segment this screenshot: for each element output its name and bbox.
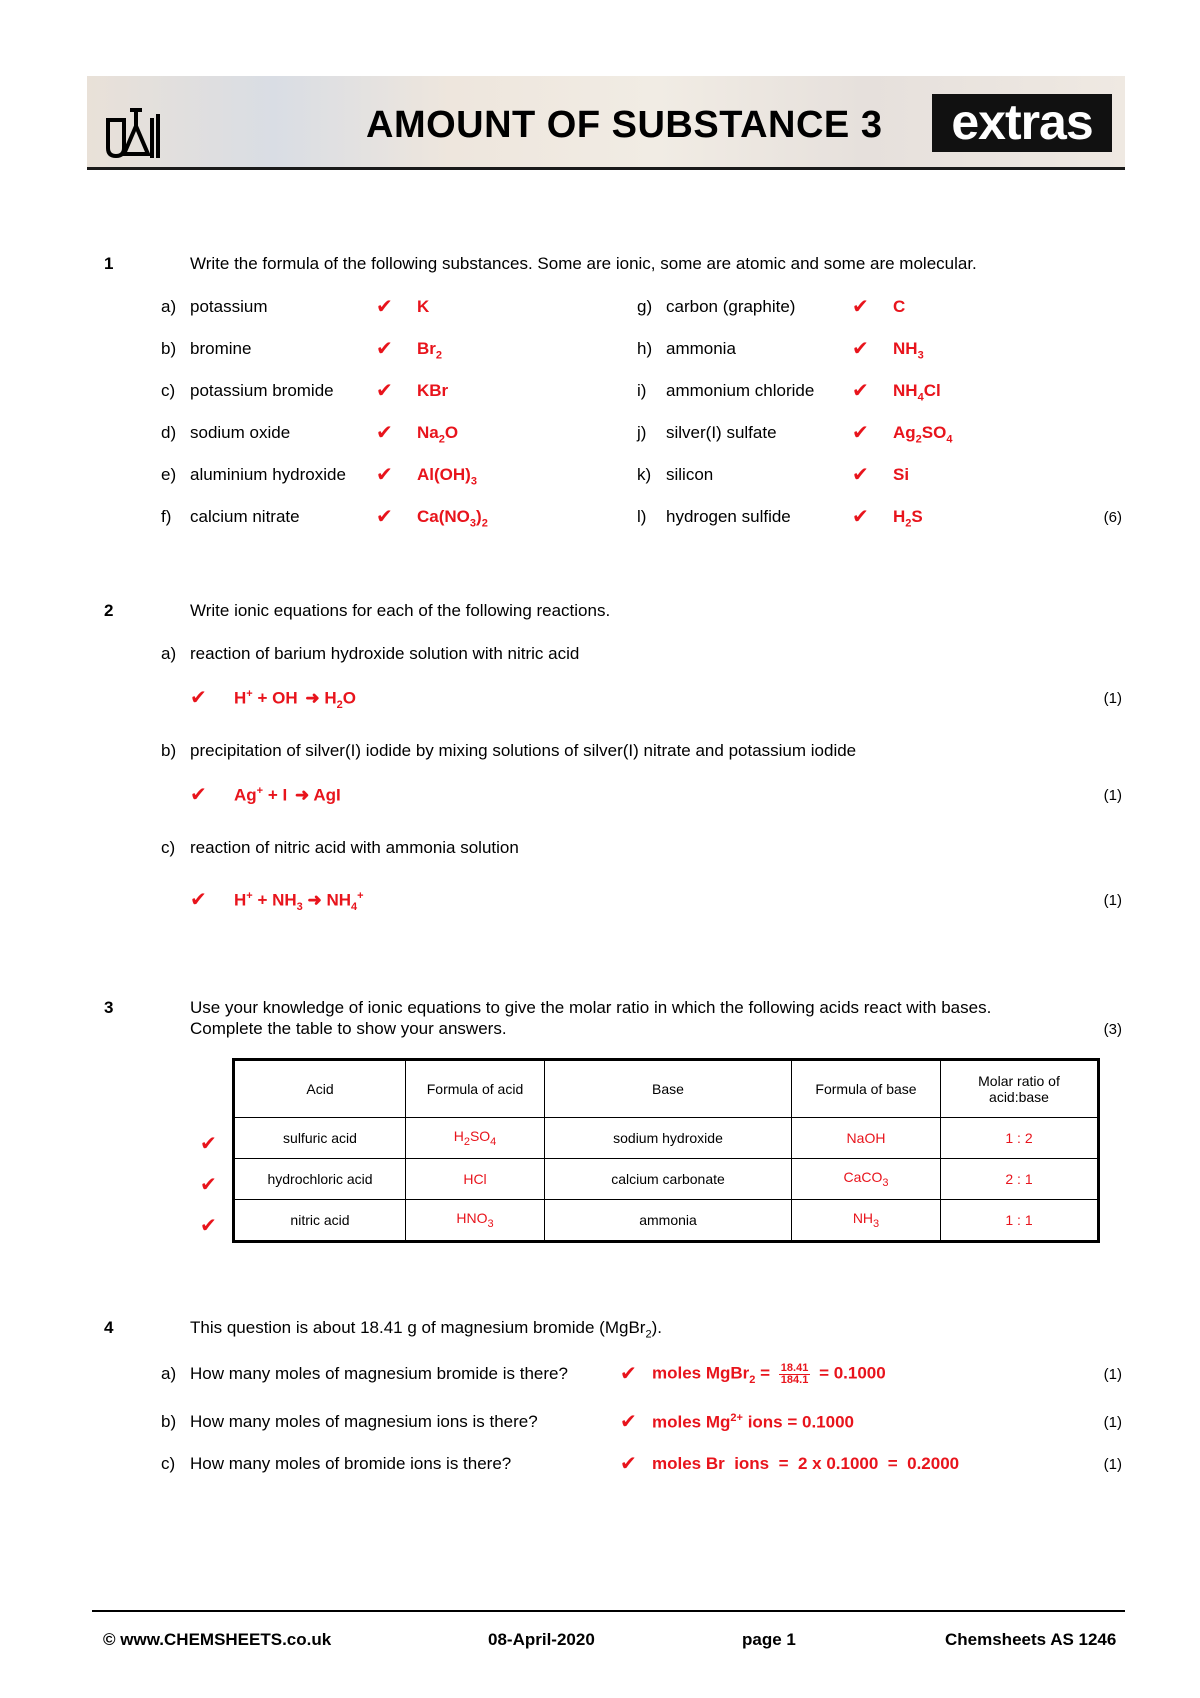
check-icon: ✔ (376, 294, 393, 318)
check-icon: ✔ (852, 336, 869, 360)
q1f-name: calcium nitrate (190, 507, 300, 526)
q1l-name: hydrogen sulfide (666, 507, 791, 526)
q3-marks: (3) (1103, 1021, 1122, 1038)
q4-text: This question is about 18.41 g of magnesium bromide (MgBr$_2$). (190, 1318, 662, 1341)
q1h-label: h) (637, 339, 653, 358)
q4b-answer: moles $Mg^{2+}$ ions = 0.1000 (652, 1412, 855, 1432)
q3-text-line2: Complete the table to show your answers. (190, 1019, 507, 1038)
q1f-label: f) (161, 507, 172, 526)
page-title: AMOUNT OF SUBSTANCE 3 (366, 104, 883, 146)
header-molar-ratio: Molar ratio of acid:base (941, 1060, 1099, 1118)
check-icon: ✔ (376, 378, 393, 402)
base-name: calcium carbonate (545, 1159, 792, 1200)
check-icon: ✔ (852, 378, 869, 402)
molar-ratio: 1 : 2 (941, 1118, 1099, 1159)
q1c-answer: KBr (417, 381, 449, 400)
molar-ratio: 2 : 1 (941, 1159, 1099, 1200)
q1b-label: b) (161, 339, 177, 358)
acid-formula: $H_2SO_4$ (406, 1118, 545, 1159)
q4a-text: How many moles of magnesium bromide is there? (190, 1364, 568, 1383)
check-icon: ✔ (620, 1361, 637, 1385)
q2a-text: reaction of barium hydroxide solution with nitric acid (190, 644, 580, 663)
q1g-name: carbon (graphite) (666, 297, 796, 316)
header-rule (87, 167, 1125, 170)
base-formula: NaOH (792, 1118, 941, 1159)
footer-page: page 1 (742, 1630, 796, 1649)
q1k-label: k) (637, 465, 652, 484)
check-icon: ✔ (376, 504, 393, 528)
q4b-marks: (1) (1103, 1414, 1122, 1431)
q1e-label: e) (161, 465, 177, 484)
q2b-label: b) (161, 741, 177, 760)
q4a-answer: moles MgBr$_2$ = $\frac{18.41}{184.1} = 0.1000$ (652, 1362, 886, 1386)
q2a-label: a) (161, 644, 177, 663)
q1i-answer: $NH_4Cl$ (893, 381, 941, 404)
q1k-name: silicon (666, 465, 714, 484)
base-name: ammonia (545, 1200, 792, 1242)
q4b-text: How many moles of magnesium ions is there? (190, 1412, 538, 1431)
acid-name: hydrochloric acid (234, 1159, 406, 1200)
q2c-marks: (1) (1103, 892, 1122, 909)
q1h-name: ammonia (666, 339, 736, 358)
check-icon: ✔ (376, 336, 393, 360)
check-icon: ✔ (376, 462, 393, 486)
q1f-answer: $Ca(NO_3)_2$ (417, 507, 488, 530)
check-icon: ✔ (200, 1131, 217, 1155)
q4a-marks: (1) (1103, 1366, 1122, 1383)
table-row (234, 1200, 1099, 1242)
molar-ratio: 1 : 1 (941, 1200, 1099, 1242)
q1b-name: bromine (190, 339, 252, 358)
footer-rule (92, 1610, 1125, 1612)
q2-text: Write ionic equations for each of the following reactions. (190, 601, 611, 620)
q1j-name: silver(I) sulfate (666, 423, 777, 442)
q1j-label: j) (637, 423, 647, 442)
q2a-answer: H+ + OH ➜ $H_2O$ (234, 688, 356, 712)
footer-site: © www.CHEMSHEETS.co.uk (103, 1630, 332, 1649)
base-name: sodium hydroxide (545, 1118, 792, 1159)
q1e-name: aluminium hydroxide (190, 465, 346, 484)
q1d-name: sodium oxide (190, 423, 291, 442)
check-icon: ✔ (852, 462, 869, 486)
lab-glassware-icon (102, 106, 170, 162)
q1-text: Write the formula of the following substances. Some are ionic, some are atomic and some are molecular. (190, 254, 977, 273)
q1d-label: d) (161, 423, 177, 442)
q4c-text: How many moles of bromide ions is there? (190, 1454, 512, 1473)
q1-marks: (6) (1103, 509, 1122, 526)
acid-name: sulfuric acid (234, 1118, 406, 1159)
q1h-answer: $NH_3$ (893, 339, 924, 362)
q2c-text: reaction of nitric acid with ammonia solution (190, 838, 519, 857)
q2c-label: c) (161, 838, 176, 857)
check-icon: ✔ (190, 685, 207, 709)
q1i-name: ammonium chloride (666, 381, 815, 400)
acid-formula: HCl (406, 1159, 545, 1200)
q1j-answer: $Ag_2SO_4$ (893, 423, 953, 446)
q1c-name: potassium bromide (190, 381, 334, 400)
footer-date: 08-April-2020 (488, 1630, 595, 1649)
check-icon: ✔ (852, 504, 869, 528)
footer-code: Chemsheets AS 1246 (945, 1630, 1117, 1649)
q1l-label: l) (637, 507, 647, 526)
q4b-label: b) (161, 1412, 177, 1431)
base-formula: $NH_3$ (792, 1200, 941, 1242)
q1k-answer: Si (893, 465, 910, 484)
table-row (234, 1118, 1099, 1159)
acid-formula: $HNO_3$ (406, 1200, 545, 1242)
check-icon: ✔ (376, 420, 393, 444)
q1-number: 1 (104, 254, 114, 273)
q4a-label: a) (161, 1364, 177, 1383)
q4c-marks: (1) (1103, 1456, 1122, 1473)
q4c-label: c) (161, 1454, 176, 1473)
table-header-row (234, 1060, 1099, 1118)
header-formula-base: Formula of base (792, 1060, 941, 1118)
q2c-answer: $H^+ + NH_3$ ➜ $NH_4^+$ (234, 890, 364, 914)
q1a-label: a) (161, 297, 177, 316)
check-icon: ✔ (852, 420, 869, 444)
q2b-marks: (1) (1103, 787, 1122, 804)
q1b-answer: $Br_2$ (417, 339, 443, 362)
q2b-answer: Ag+ + I ➜ AgI (234, 785, 341, 805)
fraction: $\frac{18.41}{184.1}$ (780, 1362, 809, 1386)
acid-name: nitric acid (234, 1200, 406, 1242)
q1c-label: c) (161, 381, 176, 400)
q2b-text: precipitation of silver(I) iodide by mixing solutions of silver(I) nitrate and potassium iodide (190, 741, 857, 760)
q1a-answer: K (417, 297, 430, 316)
q1e-answer: $Al(OH)_3$ (417, 465, 477, 488)
check-icon: ✔ (620, 1409, 637, 1433)
check-icon: ✔ (200, 1213, 217, 1237)
q3-text-line1: Use your knowledge of ionic equations to give the molar ratio in which the following acids react with bases. (190, 998, 992, 1017)
header-formula-acid: Formula of acid (406, 1060, 545, 1118)
q1d-answer: $Na_2O$ (417, 423, 459, 446)
q1g-answer: C (893, 297, 906, 316)
check-icon: ✔ (620, 1451, 637, 1475)
q1i-label: i) (637, 381, 647, 400)
check-icon: ✔ (852, 294, 869, 318)
q1l-answer: $H_2S$ (893, 507, 923, 530)
base-formula: CaCO$_3$ (792, 1159, 941, 1200)
q2a-marks: (1) (1103, 690, 1122, 707)
extras-badge: extras (932, 94, 1112, 152)
molar-ratio-table (232, 1058, 1100, 1243)
q4-number: 4 (104, 1318, 114, 1337)
header-acid: Acid (234, 1060, 406, 1118)
q2-number: 2 (104, 601, 114, 620)
q1g-label: g) (637, 297, 653, 316)
check-icon: ✔ (190, 782, 207, 806)
check-icon: ✔ (200, 1172, 217, 1196)
check-icon: ✔ (190, 887, 207, 911)
q1a-name: potassium (190, 297, 268, 316)
q4c-answer: moles Br ions = 2 x 0.1000 = 0.2000 (652, 1454, 960, 1473)
q3-number: 3 (104, 998, 114, 1017)
table-row (234, 1159, 1099, 1200)
header-base: Base (545, 1060, 792, 1118)
